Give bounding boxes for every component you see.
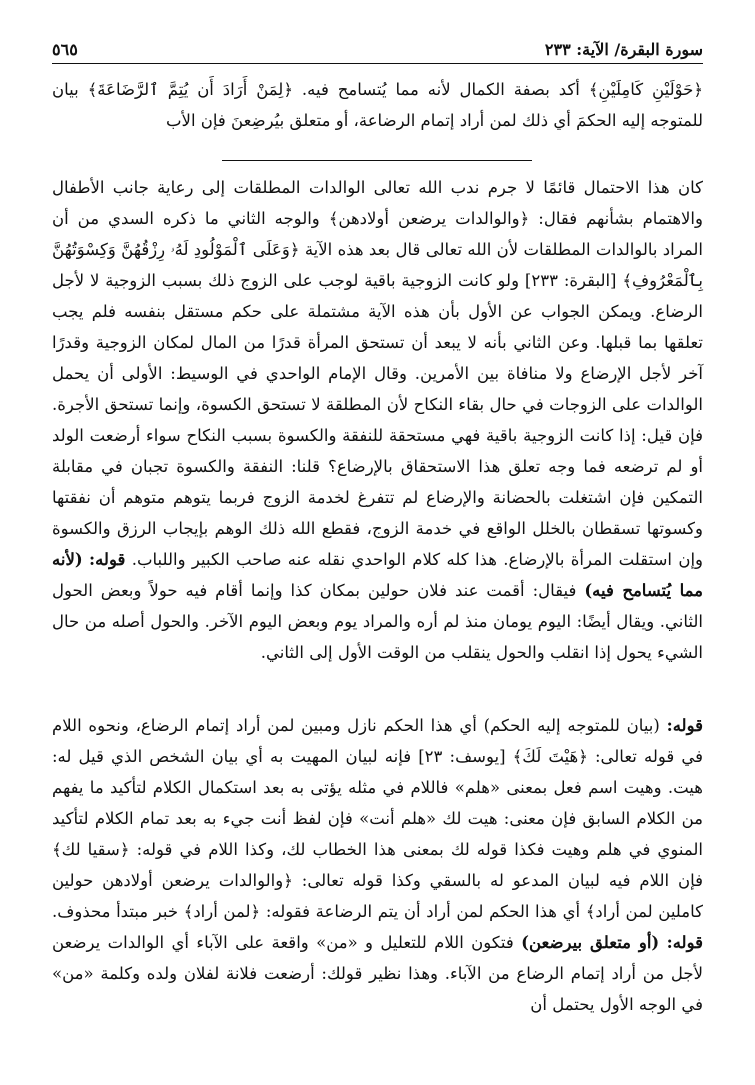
second-label-1: قوله: — [666, 716, 703, 735]
second-text-part1: (بيان للمتوجه إليه الحكم) أي هذا الحكم نازل ومبين لمن أراد إتمام الرضاع، ونحوه اللام في قوله تعالى: ﴿هَيْتَ لَكَ﴾ [يوسف: ٢٣] فإنه لبيان المهيت به أي بيان الشخص الذي قيل له: هيت. وهيت اسم فعل بمعنى «هلم» فاللام في مثله يؤتى به بعد استكمال الكلام لتأكيد ما يفهم من الكلام السابق فإن معنى: هيت لك «هلم أنت» فإن لفظ أنت جيء به بعد تمام الكلام لتأكيد المنوي في هلم وهيت فكذا قوله لك بمعنى هذا الخطاب لك، وكذا اللام في قوله: ﴿سقيا لك﴾ فإن اللام فيه لبيان المدعو له بالسقي وكذا قوله تعالى: ﴿والوالدات يرضعن أولادهن حولين كاملين لمن أراد﴾ أي هذا الحكم لمن أراد أن يتم الرضاعة فقوله: ﴿لمن أراد﴾ خبر مبتدأ محذوف. — [52, 716, 704, 921]
separator-rule — [222, 160, 532, 161]
second-paragraph-text — [52, 710, 703, 1020]
second-label-2: قوله: — [666, 933, 704, 952]
main-paragraph — [52, 172, 703, 668]
second-quote-2: (أو متعلق بيرضعن) — [521, 933, 660, 952]
running-head: سورة البقرة/ الآية: ٢٣٣ — [544, 40, 703, 59]
main-quote: (لأنه مما يُتسامح فيه) — [52, 550, 703, 600]
page-header — [52, 34, 703, 64]
main-paragraph-text — [52, 172, 703, 668]
second-paragraph — [52, 710, 703, 1020]
top-note-text: ﴿حَوْلَيْنِ كَامِلَيْنِ﴾ أكد بصفة الكمال لأنه مما يُتسامح فيه. ﴿لِمَنْ أَرَادَ أَن يُتِمَّ ٱلرَّضَاعَةَ﴾ بيان للمتوجه إليه الحكمَ أي ذلك لمن أراد إتمام الرضاعة، أو متعلق بيُرضِعنَ فإن الأب — [52, 80, 703, 130]
main-text-part2: فيقال: أقمت عند فلان حولين بمكان كذا وإنما أقام فيه حولاً وبعض الحول الثاني. ويقال أيضًا: اليوم يومان منذ لم أره والمراد يوم وبعض اليوم الآخر. والحول أصله من حال الشيء يحول إذا انقلب والحول ينقلب من الوقت الأول إلى الثاني. — [52, 581, 703, 662]
page-number: ٥٦٥ — [52, 40, 78, 59]
second-text-part2: فتكون اللام للتعليل و «من» واقعة على الآباء أي الوالدات يرضعن لأجل من أراد إتمام الرضاع من الآباء. وهذا نظير قولك: أرضعت فلانة لفلان ولده وكلمة «من» في الوجه الأول يحتمل أن — [52, 933, 703, 1014]
main-text-part1: كان هذا الاحتمال قائمًا لا جرم ندب الله تعالى الوالدات المطلقات إلى رعاية جانب الأطفال والاهتمام بشأنهم فقال: ﴿والوالدات يرضعن أولادهن﴾ والوجه الثاني ما ذكره السدي من أن المراد بالوالدات المطلقات لأن الله تعالى قال بعد هذه الآية ﴿وَعَلَى ٱلْمَوْلُودِ لَهُۥ رِزْقُهُنَّ وَكِسْوَتُهُنَّ بِٱلْمَعْرُوفِ﴾ [البقرة: ٢٣٣] ولو كانت الزوجية باقية لوجب على الزوج ذلك بسبب الزوجية لا لأجل الرضاع. ويمكن الجواب عن الأول بأن هذه الآية مشتملة على حكم مستقل بنفسه فلم يجب تعلقها بما قبلها. وعن الثاني بأنه لا يبعد أن تستحق المرأة قدرًا من المال لمكان الزوجية وقدرًا آخر لأجل الإرضاع ولا منافاة بين الأمرين. وقال الإمام الواحدي في الوسيط: الأولى أن يحمل الوالدات على الزوجات في حال بقاء النكاح لأن المطلقة لا تستحق الكسوة، وإنما تستحق الأجرة. فإن قيل: إذا كانت الزوجية باقية فهي مستحقة للنفقة والكسوة بسبب النكاح سواء أرضعت الولد أو لم ترضعه فما وجه تعلق هذا الاستحقاق بالإرضاع؟ قلنا: النفقة والكسوة تجبان في مقابلة التمكين فإن اشتغلت بالحضانة والإرضاع لم تتفرغ لخدمة الزوج فربما يتوهم متوهم أن نفقتها وكسوتها تسقطان بالخلل الواقع في خدمة الزوج، فقطع الله ذلك الوهم بإيجاب الرزق والكسوة وإن استقلت المرأة بالإرضاع. هذا كله كلام الواحدي نقله عنه صاحب الكبير واللباب. — [52, 178, 703, 569]
top-note — [52, 74, 703, 136]
main-label: قوله: — [89, 550, 126, 569]
